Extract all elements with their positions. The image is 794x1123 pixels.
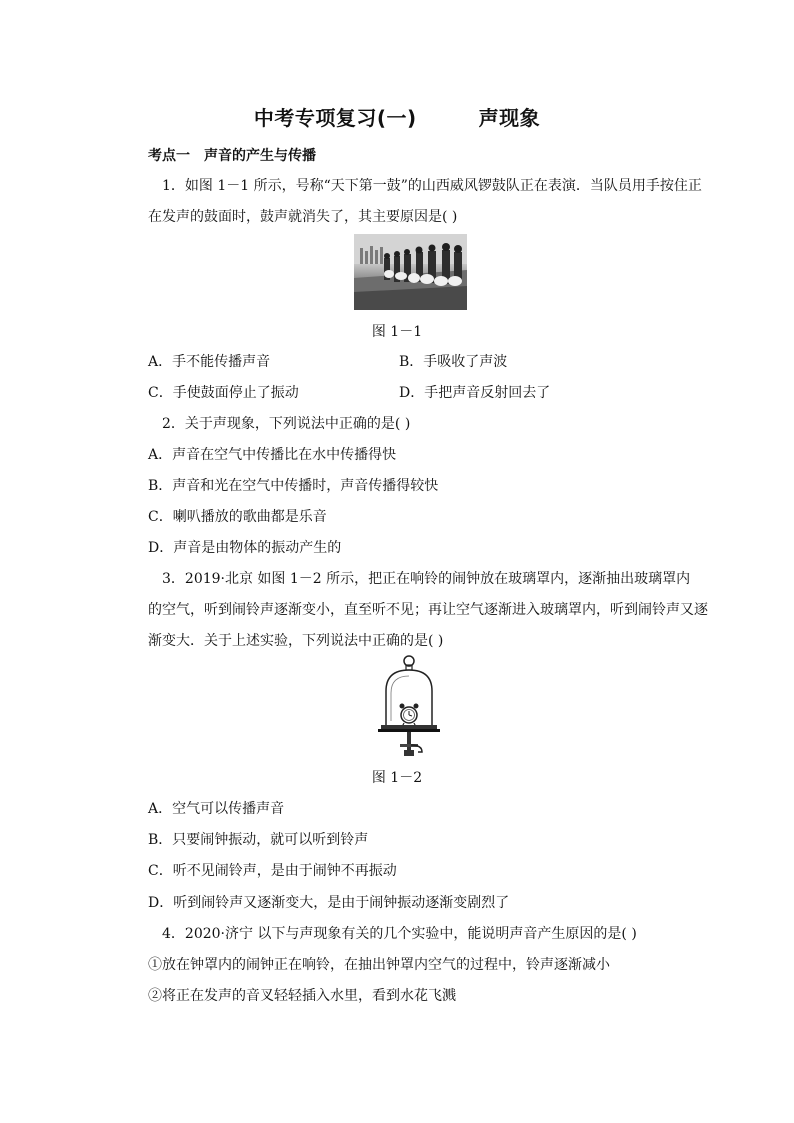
q4-stem: 4．2020·济宁 以下与声现象有关的几个实验中，能说明声音产生原因的是( ): [162, 926, 637, 942]
q3-stem-line1: 3．2019·北京 如图 1－2 所示，把正在响铃的闹钟放在玻璃罩内，逐渐抽出玻璃罩内: [162, 571, 691, 587]
drum-troupe-photo: [354, 234, 467, 310]
q1-option-b: B．手吸收了声波: [399, 354, 508, 370]
q1-stem-line2: 在发声的鼓面时，鼓声就消失了，其主要原因是( ): [148, 209, 458, 225]
q2-option-c: C．喇叭播放的歌曲都是乐音: [148, 509, 327, 525]
q1-option-a: A．手不能传播声音: [148, 354, 271, 370]
q3-stem-line2: 的空气，听到闹铃声逐渐变小，直至听不见；再让空气逐渐进入玻璃罩内，听到闹铃声又逐: [148, 602, 708, 618]
q3-option-b: B．只要闹钟振动，就可以听到铃声: [148, 832, 369, 848]
q1-option-c: C．手使鼓面停止了振动: [148, 385, 299, 401]
page-title: [0, 102, 794, 131]
bell-jar-diagram: [378, 655, 440, 757]
q4-item-2: ②将正在发声的音叉轻轻插入水里，看到水花飞溅: [148, 988, 456, 1004]
section-name: 声音的产生与传播: [204, 148, 316, 164]
q4-item-1: ①放在钟罩内的闹钟正在响铃，在抽出钟罩内空气的过程中，铃声逐渐减小: [148, 957, 610, 973]
section-label: 考点一: [148, 148, 190, 164]
q3-option-a: A．空气可以传播声音: [148, 801, 285, 817]
q3-option-c: C．听不见闹铃声，是由于闹钟不再振动: [148, 863, 397, 879]
q2-option-a: A．声音在空气中传播比在水中传播得快: [148, 447, 397, 463]
q2-option-b: B．声音和光在空气中传播时，声音传播得较快: [148, 478, 439, 494]
q2-option-d: D．声音是由物体的振动产生的: [148, 540, 342, 556]
section-heading: [148, 145, 316, 165]
q2-stem: 2．关于声现象，下列说法中正确的是( ): [162, 416, 411, 432]
title-main: 中考专项复习(一): [253, 106, 417, 130]
title-topic: 声现象: [478, 106, 541, 130]
q1-option-d: D．手把声音反射回去了: [399, 385, 551, 401]
figure-1-2-caption: 图 1－2: [371, 770, 423, 786]
q3-stem-line3: 渐变大．关于上述实验，下列说法中正确的是( ): [148, 633, 444, 649]
q3-option-d: D．听到闹铃声又逐渐变大，是由于闹钟振动逐渐变剧烈了: [148, 895, 510, 911]
q1-stem-line1: 1．如图 1－1 所示，号称“天下第一鼓”的山西威风锣鼓队正在表演．当队员用手按住正: [162, 178, 702, 194]
figure-1-1-caption: 图 1－1: [371, 324, 423, 340]
